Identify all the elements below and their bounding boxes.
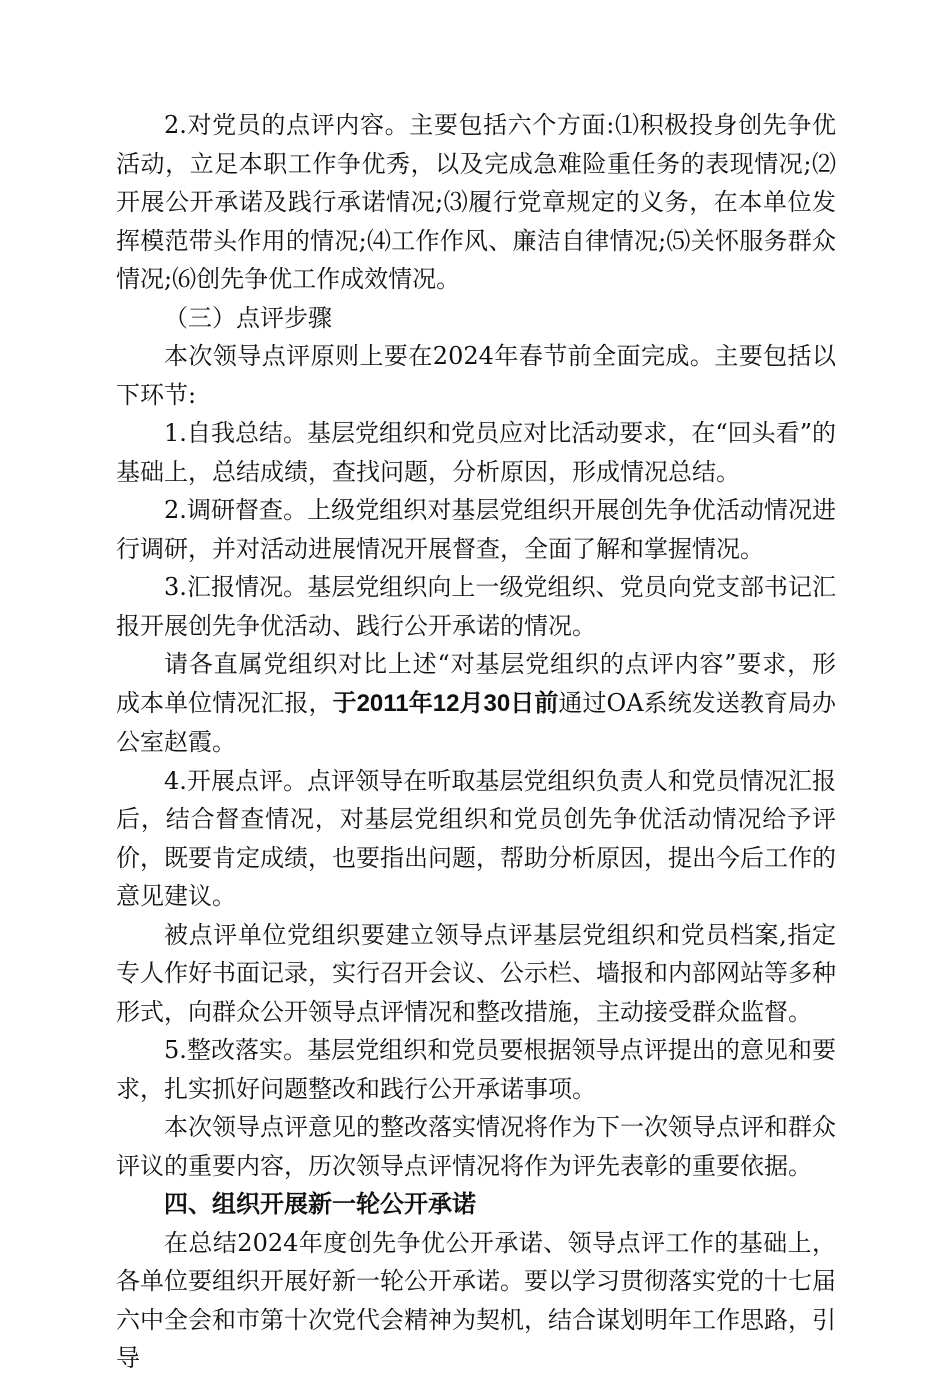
paragraph-research-supervision: 2.调研督查。上级党组织对基层党组织开展创先争优活动情况进行调研，并对活动进展情况开展督查，全面了解和掌握情况。: [116, 496, 836, 563]
submission-text-before: 请各直属党组织对比上述“对基层党组织的点评内容”要求，形成本单位情况汇报，: [116, 650, 836, 717]
paragraph-conduct-review: 4.开展点评。点评领导在听取基层党组织负责人和党员情况汇报后，结合督查情况，对基层党组织和党员创先争优活动情况给予评价，既要肯定成绩，也要指出问题，帮助分析原因，提出今后工作的意见建议。: [116, 766, 836, 910]
paragraph-new-commitment: 在总结2024年度创先争优公开承诺、领导点评工作的基础上，各单位要组织开展好新一轮公开承诺。要以学习贯彻落实党的十七届六中全会和市第十次党代会精神为契机，结合谋划明年工作思路，引导: [116, 1228, 836, 1372]
submission-deadline: 于2011年12月30日前: [332, 689, 559, 717]
paragraph-self-summary: 1.自我总结。基层党组织和党员应对比活动要求，在“回头看”的基础上，总结成绩，查找问题，分析原因，形成情况总结。: [116, 419, 836, 486]
document-body: [116, 106, 836, 1378]
heading-new-public-commitment: 四、组织开展新一轮公开承诺: [164, 1190, 476, 1218]
paragraph-submission-request: [116, 645, 836, 762]
paragraph-archive-records: 被点评单位党组织要建立领导点评基层党组织和党员档案,指定专人作好书面记录，实行召开会议、公示栏、墙报和内部网站等多种形式，向群众公开领导点评情况和整改措施，主动接受群众监督。: [116, 920, 836, 1026]
paragraph-report-situation: 3.汇报情况。基层党组织向上一级党组织、党员向党支部书记汇报开展创先争优活动、践行公开承诺的情况。: [116, 573, 836, 640]
paragraph-review-timeline: 本次领导点评原则上要在2024年春节前全面完成。主要包括以下环节:: [116, 342, 836, 409]
paragraph-rectification: 5.整改落实。基层党组织和党员要根据领导点评提出的意见和要求，扎实抓好问题整改和践行公开承诺事项。: [116, 1036, 836, 1103]
submission-text-after: 通过OA系统发送教育局办公室赵霞。: [116, 688, 836, 756]
paragraph-rectification-importance: 本次领导点评意见的整改落实情况将作为下一次领导点评和群众评议的重要内容，历次领导点评情况将作为评先表彰的重要依据。: [116, 1113, 836, 1180]
heading-review-steps: （三）点评步骤: [164, 303, 332, 332]
paragraph-party-member-review-content: 2.对党员的点评内容。主要包括六个方面:⑴积极投身创先争优活动，立足本职工作争优秀，以及完成急难险重任务的表现情况;⑵开展公开承诺及践行承诺情况;⑶履行党章规定的义务，在本单位发挥模范带头作用的情况;⑷工作作风、廉洁自律情况;⑸关怀服务群众情况;⑹创先争优工作成效情况。: [116, 111, 836, 293]
